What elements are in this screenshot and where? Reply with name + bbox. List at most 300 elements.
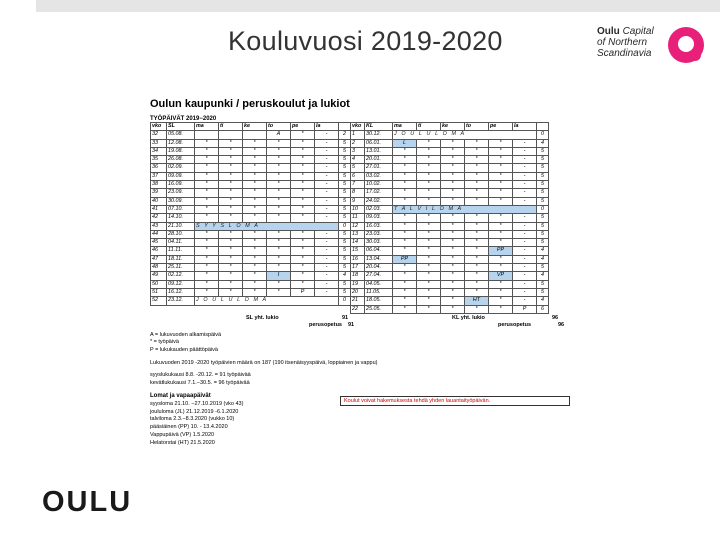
week-number: 34 [151, 147, 167, 155]
week-count: 2 [339, 131, 351, 139]
day-cell: - [315, 255, 339, 263]
column-header [537, 123, 549, 131]
week-count: 5 [537, 230, 549, 238]
day-cell: - [513, 288, 537, 296]
table-row [151, 264, 549, 272]
week-count: 4 [537, 297, 549, 305]
week-date: 23.09. [167, 189, 195, 197]
week-date: 20.04. [365, 264, 393, 272]
day-cell: * [393, 181, 417, 189]
day-cell: * [465, 197, 489, 205]
week-number: 50 [151, 280, 167, 288]
table-row [151, 288, 549, 296]
sum-row-lukio [150, 315, 570, 321]
day-cell: - [513, 139, 537, 147]
workdays-table [150, 122, 549, 314]
day-cell: * [267, 247, 291, 255]
day-cell: HT [465, 297, 489, 305]
day-cell: * [267, 164, 291, 172]
day-cell: * [393, 288, 417, 296]
day-cell: * [243, 164, 267, 172]
day-cell: - [513, 247, 537, 255]
week-date: 13.01. [365, 147, 393, 155]
holiday-span: J O U L U L O M A [393, 131, 537, 139]
day-cell: * [417, 255, 441, 263]
week-number: 40 [151, 197, 167, 205]
week-number: 10 [351, 205, 365, 213]
day-cell: * [441, 247, 465, 255]
week-number: 48 [151, 264, 167, 272]
day-cell: * [291, 147, 315, 155]
day-cell: * [291, 181, 315, 189]
week-count: 5 [339, 230, 351, 238]
week-date: 20.01. [365, 156, 393, 164]
day-cell: - [513, 239, 537, 247]
day-cell: * [393, 189, 417, 197]
week-count: 0 [537, 205, 549, 213]
week-number: 52 [151, 297, 167, 305]
empty-cell [167, 305, 195, 313]
day-cell: * [291, 131, 315, 139]
day-cell: * [267, 255, 291, 263]
day-cell: * [465, 255, 489, 263]
day-cell: - [513, 156, 537, 164]
logo-line2: of Northern [597, 37, 648, 48]
holiday-item: joululoma (JL) 21.12.2019 -6.1.2020 [150, 408, 239, 415]
legend-item: A = lukuvuoden alkamispäivä [150, 331, 222, 338]
day-cell: * [195, 147, 219, 155]
week-count: 5 [339, 189, 351, 197]
day-cell: * [417, 139, 441, 147]
day-cell: VP [489, 272, 513, 280]
legend-item: * = työpäivä [150, 339, 179, 346]
week-date: 16.03. [365, 222, 393, 230]
empty-cell [151, 305, 167, 313]
column-header: ma [195, 123, 219, 131]
week-date: 23.12. [167, 297, 195, 305]
week-number: 33 [151, 139, 167, 147]
day-cell: * [291, 139, 315, 147]
day-cell: * [243, 156, 267, 164]
left-perus-total: 91 [348, 321, 355, 328]
day-cell: * [267, 147, 291, 155]
oulu-logo: OULU [42, 486, 133, 518]
week-count: 5 [339, 264, 351, 272]
day-cell: * [195, 172, 219, 180]
day-cell: * [465, 147, 489, 155]
day-cell: * [267, 189, 291, 197]
day-cell: * [219, 272, 243, 280]
document-heading: Oulun kaupunki / peruskoulut ja lukiot [150, 98, 350, 110]
day-cell: - [513, 197, 537, 205]
day-cell: * [417, 297, 441, 305]
week-number: 13 [351, 230, 365, 238]
day-cell: * [441, 297, 465, 305]
day-cell: * [267, 197, 291, 205]
day-cell: - [513, 189, 537, 197]
day-cell: * [243, 280, 267, 288]
day-cell: * [219, 214, 243, 222]
holiday-item: Vappupäivä (VP) 1.5.2020 [150, 431, 215, 438]
week-date: 28.10. [167, 230, 195, 238]
week-date: 03.02. [365, 172, 393, 180]
table-row [151, 247, 549, 255]
week-number: 47 [151, 255, 167, 263]
column-header: pe [291, 123, 315, 131]
right-perus-total: 96 [558, 321, 565, 328]
day-cell: * [465, 264, 489, 272]
term-spring: kevätlukukausi 7.1.−30.5. = 96 työpäivää [150, 380, 250, 387]
table-row [151, 280, 549, 288]
day-cell: * [441, 164, 465, 172]
day-cell [219, 131, 243, 139]
day-cell: - [315, 247, 339, 255]
week-number: 51 [151, 288, 167, 296]
week-count: 5 [537, 172, 549, 180]
week-count: 5 [537, 197, 549, 205]
week-date: 30.09. [167, 197, 195, 205]
week-date: 16.12. [167, 288, 195, 296]
day-cell: - [513, 264, 537, 272]
day-cell: * [243, 288, 267, 296]
table-row [151, 197, 549, 205]
day-cell: * [195, 189, 219, 197]
day-cell: * [489, 222, 513, 230]
week-date: 02.12. [167, 272, 195, 280]
day-cell: * [195, 197, 219, 205]
day-cell: * [219, 247, 243, 255]
day-cell: * [195, 288, 219, 296]
day-cell: - [315, 264, 339, 272]
day-cell: * [243, 272, 267, 280]
day-cell: * [465, 239, 489, 247]
day-cell: * [441, 156, 465, 164]
table-row [151, 189, 549, 197]
day-cell: - [513, 297, 537, 305]
day-cell: - [315, 214, 339, 222]
week-number: 9 [351, 197, 365, 205]
column-header: vko [351, 123, 365, 131]
week-count: 5 [339, 156, 351, 164]
day-cell: * [291, 156, 315, 164]
day-cell: * [195, 205, 219, 213]
day-cell: * [393, 164, 417, 172]
day-cell: * [393, 305, 417, 313]
day-cell: - [315, 189, 339, 197]
right-perus-label: perusopetus [498, 321, 532, 328]
day-cell: * [267, 264, 291, 272]
day-cell: * [465, 189, 489, 197]
week-number: 20 [351, 288, 365, 296]
table-header-row [151, 123, 549, 131]
day-cell: * [195, 181, 219, 189]
week-count: 5 [339, 181, 351, 189]
table-row [151, 147, 549, 155]
day-cell: * [441, 172, 465, 180]
right-lukio-total: 96 [552, 314, 559, 321]
week-number: 6 [351, 172, 365, 180]
day-cell: * [465, 214, 489, 222]
day-cell: * [243, 147, 267, 155]
week-number: 22 [351, 305, 365, 313]
holiday-item: talviloma 2.3.−8.3.2020 (vukko 10) [150, 416, 235, 423]
day-cell: * [465, 230, 489, 238]
holiday-item: pääsiäinen (PP) 10. - 13.4.2020 [150, 424, 228, 431]
week-count: 5 [537, 222, 549, 230]
holiday-item: syysloma 21.10. −27.10.2019 (vko 43) [150, 401, 244, 408]
holiday-span: T A L V I L O M A [393, 205, 537, 213]
week-date: 21.10. [167, 222, 195, 230]
week-count: 5 [339, 255, 351, 263]
empty-cell [267, 305, 291, 313]
empty-cell [195, 305, 219, 313]
day-cell: * [393, 230, 417, 238]
table-row [151, 255, 549, 263]
table-title: TYÖPÄIVÄT 2019−2020 [150, 116, 217, 122]
week-number: 39 [151, 189, 167, 197]
day-cell: - [315, 288, 339, 296]
sum-row-perus [150, 322, 570, 328]
day-cell: * [243, 247, 267, 255]
day-cell: * [267, 205, 291, 213]
day-cell: * [291, 172, 315, 180]
week-date: 05.08. [167, 131, 195, 139]
week-date: 25.05. [365, 305, 393, 313]
week-count: 5 [339, 164, 351, 172]
table-row [151, 172, 549, 180]
day-cell: * [243, 239, 267, 247]
day-cell: L [393, 139, 417, 147]
week-count: 6 [537, 305, 549, 313]
week-date: 09.12. [167, 280, 195, 288]
week-number: 8 [351, 189, 365, 197]
day-cell: * [267, 139, 291, 147]
day-cell: * [291, 164, 315, 172]
day-cell: * [393, 239, 417, 247]
day-cell: * [219, 205, 243, 213]
day-cell: * [219, 147, 243, 155]
day-cell: * [441, 280, 465, 288]
table-row [151, 214, 549, 222]
day-cell: * [291, 272, 315, 280]
day-cell: * [441, 239, 465, 247]
table-row [151, 222, 549, 230]
day-cell: - [513, 255, 537, 263]
day-cell: - [315, 164, 339, 172]
day-cell: * [219, 280, 243, 288]
week-count: 5 [339, 214, 351, 222]
day-cell [243, 131, 267, 139]
day-cell: * [393, 297, 417, 305]
day-cell: * [489, 139, 513, 147]
day-cell: - [513, 181, 537, 189]
day-cell: * [417, 189, 441, 197]
week-date: 02.09. [167, 164, 195, 172]
week-number: 35 [151, 156, 167, 164]
table-row [151, 156, 549, 164]
day-cell: * [465, 305, 489, 313]
day-cell: - [513, 147, 537, 155]
day-cell: * [489, 230, 513, 238]
week-number: 4 [351, 156, 365, 164]
day-cell: * [441, 147, 465, 155]
day-cell: - [315, 139, 339, 147]
week-number: 45 [151, 239, 167, 247]
column-header: vko [151, 123, 167, 131]
table-row [151, 181, 549, 189]
day-cell: * [441, 272, 465, 280]
day-cell: - [315, 230, 339, 238]
day-cell: * [417, 172, 441, 180]
week-number: 12 [351, 222, 365, 230]
column-header: ti [219, 123, 243, 131]
day-cell: * [195, 272, 219, 280]
day-cell: * [219, 197, 243, 205]
day-cell: - [315, 172, 339, 180]
day-cell: - [315, 272, 339, 280]
workdays-summary: Lukuvuoden 2019 -2020 työpäivien määrä on 187 (190 itsenäisyyspäivä, loppiainen ja vappu) [150, 360, 378, 367]
day-cell: * [219, 288, 243, 296]
holidays-title: Lomat ja vapaapäivät [150, 393, 211, 400]
week-count: 0 [339, 222, 351, 230]
day-cell: * [291, 239, 315, 247]
column-header: la [315, 123, 339, 131]
week-date: 11.11. [167, 247, 195, 255]
day-cell: * [441, 197, 465, 205]
day-cell: * [441, 222, 465, 230]
day-cell: * [219, 239, 243, 247]
day-cell: * [393, 280, 417, 288]
day-cell: * [195, 280, 219, 288]
day-cell: - [513, 172, 537, 180]
day-cell: * [393, 222, 417, 230]
day-cell: * [393, 197, 417, 205]
day-cell: * [465, 156, 489, 164]
day-cell: - [315, 197, 339, 205]
day-cell: * [417, 164, 441, 172]
day-cell: * [393, 147, 417, 155]
day-cell: * [243, 205, 267, 213]
day-cell: - [513, 214, 537, 222]
week-count: 0 [339, 297, 351, 305]
day-cell: * [291, 280, 315, 288]
day-cell: * [489, 297, 513, 305]
day-cell: * [393, 172, 417, 180]
week-date: 25.11. [167, 264, 195, 272]
day-cell: * [489, 147, 513, 155]
saturday-note: Koulut voivat hakemuksesta tehdä yhden lauantaityöpäivän. [340, 396, 570, 406]
day-cell: * [195, 264, 219, 272]
day-cell: * [489, 156, 513, 164]
day-cell: P [513, 305, 537, 313]
table-row [151, 230, 549, 238]
day-cell: * [219, 181, 243, 189]
week-date: 24.02. [365, 197, 393, 205]
day-cell: * [441, 189, 465, 197]
table-row [151, 239, 549, 247]
table-row [151, 305, 549, 313]
week-count: 5 [537, 239, 549, 247]
day-cell: * [489, 214, 513, 222]
week-date: 14.10. [167, 214, 195, 222]
day-cell: * [219, 189, 243, 197]
holiday-span: J O U L U L O M A [195, 297, 339, 305]
week-number: 46 [151, 247, 167, 255]
column-header: to [465, 123, 489, 131]
day-cell: * [417, 247, 441, 255]
day-cell: - [513, 230, 537, 238]
day-cell: * [195, 214, 219, 222]
day-cell: * [219, 264, 243, 272]
empty-cell [243, 305, 267, 313]
week-date: 09.09. [167, 172, 195, 180]
day-cell: * [417, 181, 441, 189]
week-date: 06.01. [365, 139, 393, 147]
day-cell: * [291, 205, 315, 213]
day-cell: * [465, 181, 489, 189]
logo-line1b: Capital [622, 26, 654, 37]
week-date: 27.01. [365, 164, 393, 172]
week-date: 30.12. [365, 131, 393, 139]
week-number: 19 [351, 280, 365, 288]
day-cell: * [243, 197, 267, 205]
table-row [151, 272, 549, 280]
day-cell: - [315, 147, 339, 155]
week-number: 14 [351, 239, 365, 247]
day-cell: * [489, 164, 513, 172]
day-cell: * [441, 264, 465, 272]
table-row [151, 139, 549, 147]
week-date: 10.02. [365, 181, 393, 189]
week-date: 11.05. [365, 288, 393, 296]
table-row [151, 297, 549, 305]
week-date: 04.05. [365, 280, 393, 288]
day-cell: * [465, 164, 489, 172]
week-number: 15 [351, 247, 365, 255]
week-number: 44 [151, 230, 167, 238]
week-count: 5 [339, 205, 351, 213]
day-cell: * [441, 288, 465, 296]
day-cell: * [465, 222, 489, 230]
day-cell: * [195, 239, 219, 247]
week-number: 21 [351, 297, 365, 305]
column-header: ma [393, 123, 417, 131]
day-cell: * [291, 247, 315, 255]
column-header: pe [489, 123, 513, 131]
day-cell: PP [393, 255, 417, 263]
day-cell: * [195, 139, 219, 147]
day-cell: * [417, 230, 441, 238]
day-cell: * [465, 247, 489, 255]
week-count: 5 [537, 280, 549, 288]
week-date: 26.08. [167, 156, 195, 164]
day-cell: * [219, 230, 243, 238]
day-cell: * [441, 181, 465, 189]
day-cell: * [417, 288, 441, 296]
day-cell: - [315, 156, 339, 164]
day-cell: * [267, 156, 291, 164]
day-cell: * [243, 214, 267, 222]
day-cell: * [291, 230, 315, 238]
day-cell: * [219, 255, 243, 263]
day-cell: * [417, 272, 441, 280]
day-cell: * [243, 139, 267, 147]
day-cell: * [417, 280, 441, 288]
day-cell: * [219, 172, 243, 180]
day-cell: * [489, 288, 513, 296]
day-cell: - [315, 181, 339, 189]
day-cell: * [243, 255, 267, 263]
